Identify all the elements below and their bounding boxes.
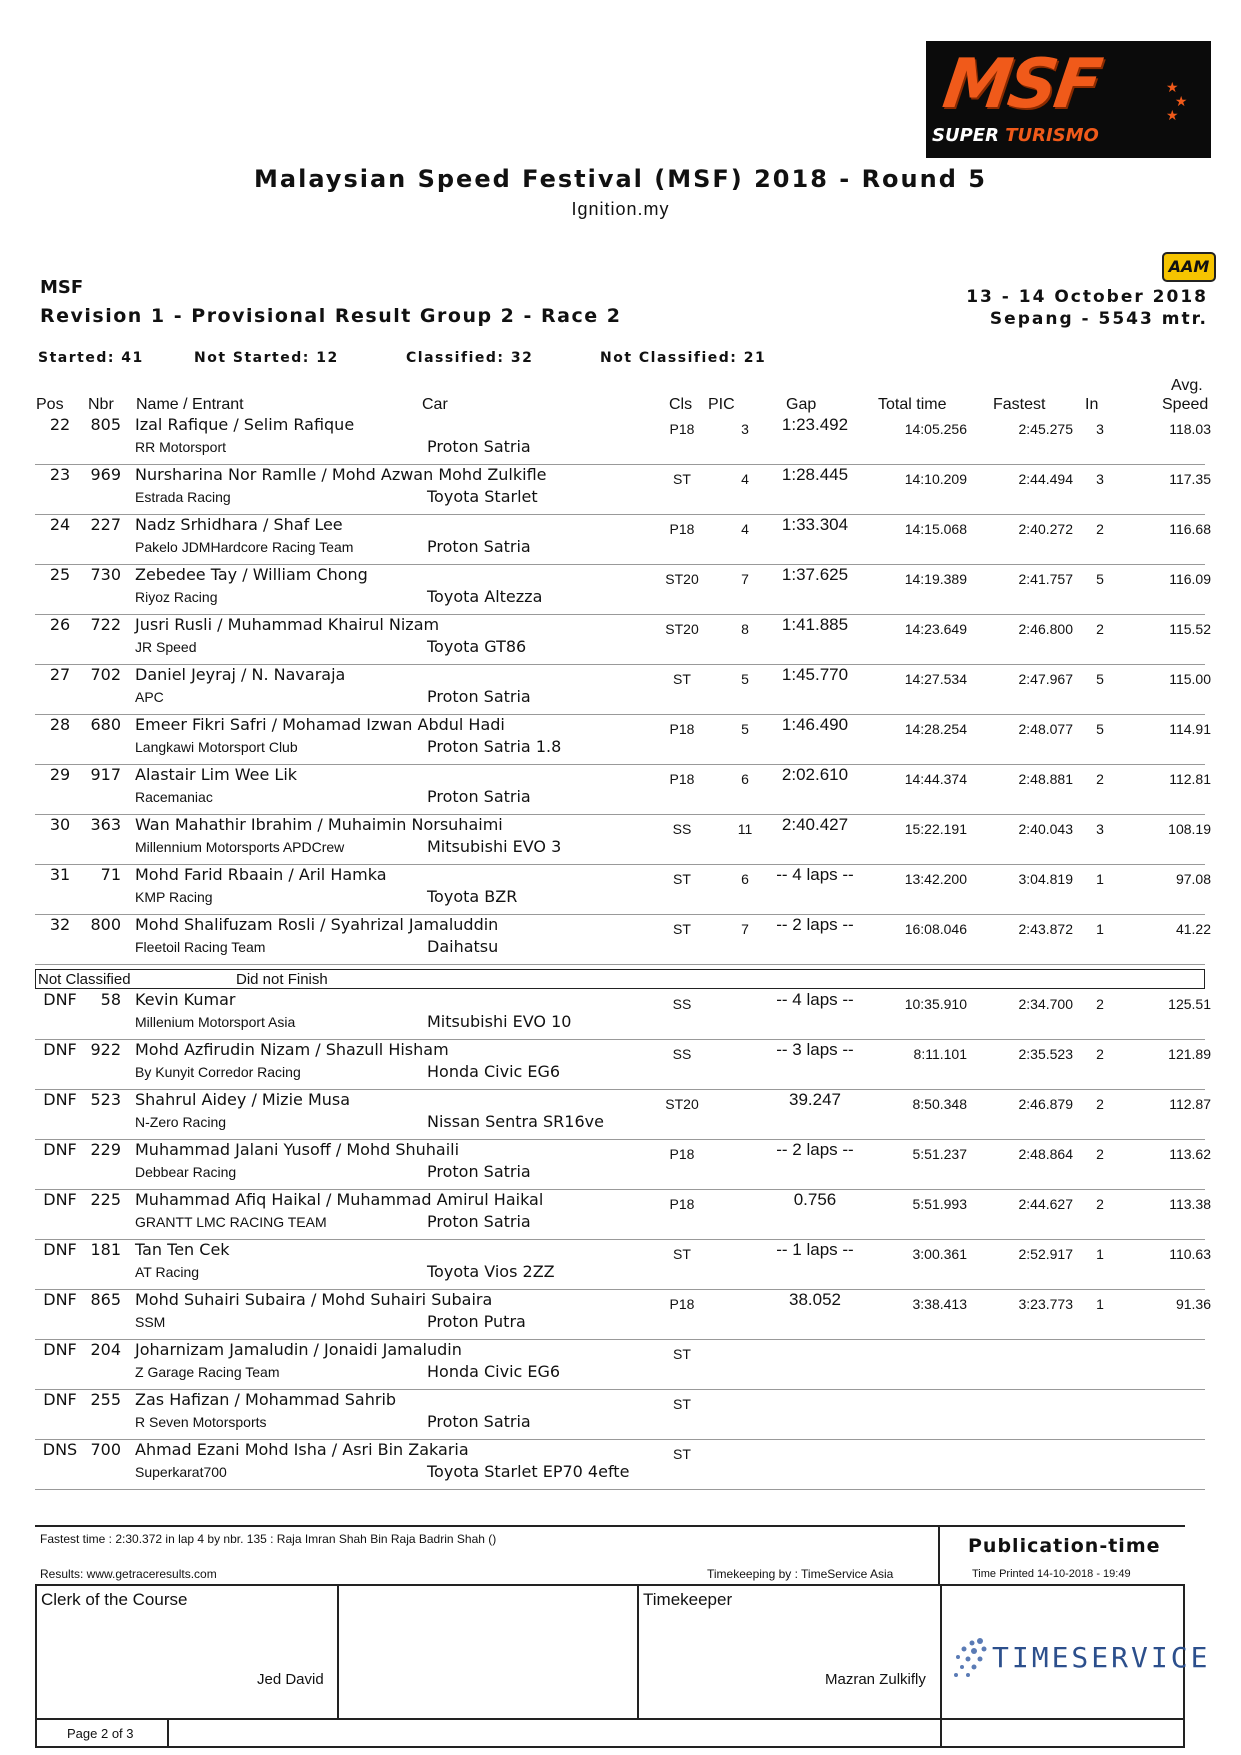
cell-in: 3 [1096,821,1104,837]
cell-pic: 7 [741,921,749,937]
event-title: Malaysian Speed Festival (MSF) 2018 - Round 5 [254,165,987,193]
cell-in: 2 [1096,621,1104,637]
cell-in: 1 [1096,921,1104,937]
table-row [35,1239,1211,1290]
results-url: Results: www.getraceresults.com [40,1567,217,1581]
cell-total: 8:11.101 [913,1046,967,1062]
cell-car: Mitsubishi EVO 10 [427,1012,572,1031]
cell-cls: P18 [669,521,695,537]
header-fastest: Fastest [993,396,1046,413]
cell-gap: 1:46.490 [781,715,849,734]
revision-title: Revision 1 - Provisional Result Group 2 - Race 2 [40,305,622,327]
cell-pos: DNF [43,1390,77,1409]
cell-gap: 1:45.770 [781,665,849,684]
cell-car: Toyota Starlet [427,487,538,506]
table-row [35,1289,1211,1340]
cell-speed: 41.22 [1175,921,1211,937]
cell-car: Honda Civic EG6 [427,1062,561,1081]
cell-entrant: Millennium Motorsports APDCrew [135,839,345,855]
cell-name: Zebedee Tay / William Chong [135,565,368,584]
cell-car: Proton Satria [427,1162,531,1181]
cell-entrant: Fleetoil Racing Team [135,939,266,955]
cell-car: Toyota Starlet EP70 4efte [427,1462,630,1481]
cell-speed: 114.91 [1169,721,1211,737]
cell-car: Proton Satria [427,1212,531,1231]
cell-name: Wan Mahathir Ibrahim / Muhaimin Norsuhaimi [135,815,503,834]
cell-in: 2 [1096,1196,1104,1212]
header-nbr: Nbr [88,396,114,413]
cell-fastest: 2:46.800 [1018,621,1073,637]
table-row [35,464,1211,515]
cell-pos: DNF [43,1240,77,1259]
cell-cls: ST [673,671,691,687]
clerk-label: Clerk of the Course [41,1590,188,1609]
cell-name: Joharnizam Jamaludin / Jonaidi Jamaludin [135,1340,462,1359]
cell-entrant: Debbear Racing [135,1164,237,1180]
cell-fastest: 2:48.864 [1018,1146,1073,1162]
cell-car: Proton Satria [427,537,531,556]
cell-car: Proton Satria [427,437,531,456]
cell-cls: SS [672,821,692,837]
cell-entrant: APC [135,689,164,705]
table-row [35,1339,1205,1390]
cell-pos: DNF [43,1040,77,1059]
cell-pos: DNF [43,1090,77,1109]
cell-car: Proton Satria [427,687,531,706]
logo-main-text: MSF [938,45,1104,124]
timekeeping-by: Timekeeping by : TimeService Asia [707,1567,894,1581]
cell-pos: 32 [49,915,71,934]
table-row [35,1139,1211,1190]
cell-total: 5:51.237 [912,1146,967,1162]
cell-fastest: 3:23.773 [1018,1296,1073,1312]
cell-nbr: 255 [90,1390,121,1409]
header-gap: Gap [786,396,817,413]
cell-cls: P18 [669,1196,695,1212]
cell-name: Izal Rafique / Selim Rafique [135,415,355,434]
cell-speed: 115.00 [1169,671,1211,687]
cell-nbr: 523 [90,1090,121,1109]
header-speed: Speed [1162,396,1209,413]
cell-nbr: 227 [90,515,121,534]
cell-pic: 6 [741,771,749,787]
cell-cls: P18 [669,1146,695,1162]
cell-fastest: 2:47.967 [1018,671,1073,687]
cell-name: Shahrul Aidey / Mizie Musa [135,1090,351,1109]
cell-pic: 6 [741,871,749,887]
cell-pos: DNS [42,1440,78,1459]
cell-entrant: Z Garage Racing Team [135,1364,280,1380]
cell-nbr: 700 [90,1440,121,1459]
cell-total: 14:23.649 [904,621,967,637]
cell-cls: ST [673,871,691,887]
cell-gap: 1:33.304 [781,515,849,534]
cell-fastest: 2:45.275 [1018,421,1073,437]
cell-in: 5 [1096,721,1104,737]
cell-pos: DNF [43,990,77,1009]
cell-nbr: 722 [90,615,121,634]
timeservice-logo-text: TIMESERVICE [992,1641,1211,1674]
table-row [35,764,1211,815]
cell-pic: 5 [741,721,749,737]
cell-total: 14:10.209 [904,471,967,487]
cell-fastest: 3:04.819 [1018,871,1073,887]
cell-pic: 5 [741,671,749,687]
cell-total: 14:44.374 [904,771,967,787]
cell-in: 2 [1096,1046,1104,1062]
page-divider [167,1720,169,1746]
cell-total: 14:27.534 [904,671,967,687]
cell-nbr: 800 [90,915,121,934]
header-avg: Avg. [1171,377,1203,394]
cell-cls: ST [673,471,691,487]
cell-speed: 113.62 [1169,1146,1211,1162]
clerk-name: Jed David [257,1671,324,1688]
cell-gap: -- 1 laps -- [776,1240,854,1259]
cell-in: 2 [1096,996,1104,1012]
cell-entrant: N-Zero Racing [135,1114,227,1130]
header-pos: Pos [36,396,64,413]
cell-gap: 2:40.427 [781,815,849,834]
cell-entrant: Superkarat700 [135,1464,227,1480]
cell-gap: 1:23.492 [781,415,849,434]
cell-car: Proton Satria 1.8 [427,737,562,756]
cell-nbr: 58 [100,990,121,1009]
cell-cls: ST [673,1396,691,1412]
stat-classified: Classified: 32 [406,350,534,366]
table-row [35,1189,1211,1240]
cell-cls: ST [673,921,691,937]
cell-cls: P18 [669,771,695,787]
organizer: MSF [40,277,84,298]
cell-name: Nursharina Nor Ramlle / Mohd Azwan Mohd Zulkifle [135,465,547,484]
cell-name: Tan Ten Cek [135,1240,230,1259]
timekeeper-name: Mazran Zulkifly [825,1671,926,1688]
table-row [35,914,1211,965]
cell-name: Kevin Kumar [135,990,236,1009]
cell-car: Nissan Sentra SR16ve [427,1112,604,1131]
cell-entrant: JR Speed [135,639,197,655]
cell-total: 14:05.256 [904,421,967,437]
cell-entrant: SSM [135,1314,166,1330]
cell-gap: 38.052 [789,1290,841,1309]
cell-fastest: 2:43.872 [1018,921,1073,937]
cell-speed: 121.89 [1168,1046,1211,1062]
cell-pos: DNF [43,1190,77,1209]
table-row [35,714,1211,765]
cell-total: 8:50.348 [912,1096,967,1112]
cell-pos: DNF [43,1140,77,1159]
page-footer-box [35,1720,1185,1748]
header-name: Name / Entrant [136,396,244,413]
cell-in: 2 [1096,1146,1104,1162]
star-icons: ★ ★ ★ [1166,80,1188,124]
cell-nbr: 865 [90,1290,121,1309]
cell-nbr: 917 [90,765,121,784]
header-pic: PIC [708,396,735,413]
cell-speed: 113.38 [1169,1196,1211,1212]
table-row [35,414,1211,465]
cell-name: Mohd Suhairi Subaira / Mohd Suhairi Subaira [135,1290,493,1309]
header-in: In [1085,396,1099,413]
cell-name: Emeer Fikri Safri / Mohamad Izwan Abdul Hadi [135,715,505,734]
cell-gap: 39.247 [789,1090,841,1109]
cell-name: Muhammad Jalani Yusoff / Mohd Shuhaili [135,1140,460,1159]
cell-speed: 116.09 [1169,571,1211,587]
page-divider-right [940,1720,942,1746]
cell-total: 15:22.191 [904,821,967,837]
cell-entrant: KMP Racing [135,889,213,905]
cell-entrant: Millenium Motorsport Asia [135,1014,296,1030]
cell-nbr: 969 [90,465,121,484]
table-row [35,1039,1211,1090]
cell-pic: 11 [737,821,753,837]
cell-gap: 1:28.445 [781,465,849,484]
cell-gap: -- 3 laps -- [776,1040,854,1059]
cell-total: 14:15.068 [904,521,967,537]
cell-entrant: Riyoz Racing [135,589,218,605]
cell-car: Honda Civic EG6 [427,1362,561,1381]
cell-car: Proton Putra [427,1312,526,1331]
cell-nbr: 805 [90,415,121,434]
cell-car: Toyota GT86 [427,637,527,656]
header-cls: Cls [669,396,693,413]
footer-divider [35,1525,1185,1527]
cell-pos: 31 [49,865,71,884]
cell-fastest: 2:40.272 [1018,521,1073,537]
cell-entrant: Pakelo JDMHardcore Racing Team [135,539,354,555]
cell-gap: 1:37.625 [781,565,849,584]
sig-divider-2 [637,1586,639,1718]
cell-speed: 116.68 [1169,521,1211,537]
cell-fastest: 2:44.627 [1018,1196,1073,1212]
cell-pic: 4 [741,471,749,487]
dnf-label: Did not Finish [236,971,328,988]
cell-entrant: RR Motorsport [135,439,227,455]
cell-entrant: GRANTT LMC RACING TEAM [135,1214,327,1230]
cell-speed: 112.87 [1169,1096,1211,1112]
cell-in: 3 [1096,471,1104,487]
cell-entrant: Estrada Racing [135,489,231,505]
table-row [35,814,1211,865]
stat-not-classified: Not Classified: 21 [600,350,767,366]
logo-sub-text: SUPER TURISMO [932,125,1099,146]
cell-entrant: Racemaniac [135,789,213,805]
table-row [35,664,1211,715]
cell-speed: 110.63 [1169,1246,1211,1262]
cell-nbr: 181 [90,1240,121,1259]
cell-in: 2 [1096,521,1104,537]
header-total: Total time [878,396,947,413]
cell-speed: 91.36 [1175,1296,1211,1312]
cell-speed: 125.51 [1168,996,1211,1012]
cell-name: Mohd Shalifuzam Rosli / Syahrizal Jamaluddin [135,915,499,934]
cell-in: 1 [1096,871,1104,887]
not-classified-bar [35,969,1205,989]
cell-pos: DNF [43,1290,77,1309]
cell-total: 14:19.389 [904,571,967,587]
cell-name: Alastair Lim Wee Lik [135,765,298,784]
timeservice-logo [950,1635,1211,1685]
cell-nbr: 922 [90,1040,121,1059]
cell-name: Ahmad Ezani Mohd Isha / Asri Bin Zakaria [135,1440,469,1459]
aam-sponsor-badge: AAM [1162,252,1216,282]
cell-car: Toyota Altezza [427,587,543,606]
cell-car: Proton Satria [427,787,531,806]
cell-nbr: 229 [90,1140,121,1159]
table-row [35,1389,1205,1440]
cell-in: 2 [1096,771,1104,787]
cell-fastest: 2:40.043 [1018,821,1073,837]
cell-cls: ST20 [665,1096,699,1112]
cell-car: Toyota Vios 2ZZ [427,1262,555,1281]
cell-in: 1 [1096,1246,1104,1262]
cell-fastest: 2:52.917 [1018,1246,1073,1262]
cell-nbr: 71 [100,865,121,884]
cell-cls: P18 [669,721,695,737]
cell-car: Mitsubishi EVO 3 [427,837,562,856]
publication-time-label: Publication-time [968,1535,1161,1557]
cell-gap: -- 2 laps -- [776,915,854,934]
cell-entrant: By Kunyit Corredor Racing [135,1064,301,1080]
cell-fastest: 2:41.757 [1018,571,1073,587]
stat-started: Started: 41 [38,350,144,366]
cell-nbr: 680 [90,715,121,734]
cell-gap: 0.756 [793,1190,837,1209]
cell-pos: 22 [49,415,71,434]
cell-entrant: R Seven Motorsports [135,1414,267,1430]
cell-speed: 97.08 [1175,871,1211,887]
cell-fastest: 2:44.494 [1018,471,1073,487]
cell-gap: -- 4 laps -- [776,865,854,884]
cell-nbr: 204 [90,1340,121,1359]
cell-cls: SS [672,996,692,1012]
msf-super-turismo-logo [926,41,1211,158]
cell-name: Zas Hafizan / Mohammad Sahrib [135,1390,397,1409]
cell-cls: ST [673,1346,691,1362]
cell-car: Proton Satria [427,1412,531,1431]
cell-name: Mohd Farid Rbaain / Aril Hamka [135,865,387,884]
table-row [35,514,1211,565]
timeservice-dots-icon [950,1635,990,1679]
event-subtitle: Ignition.my [571,199,670,219]
cell-fastest: 2:46.879 [1018,1096,1073,1112]
cell-speed: 118.03 [1169,421,1211,437]
not-classified-label: Not Classified [38,971,131,988]
cell-gap: 1:41.885 [781,615,849,634]
cell-cls: SS [672,1046,692,1062]
cell-name: Nadz Srhidhara / Shaf Lee [135,515,343,534]
cell-total: 5:51.993 [912,1196,967,1212]
cell-entrant: Langkawi Motorsport Club [135,739,298,755]
cell-pic: 8 [741,621,749,637]
cell-fastest: 2:35.523 [1018,1046,1073,1062]
fastest-time-note: Fastest time : 2:30.372 in lap 4 by nbr. 135 : Raja Imran Shah Bin Raja Badrin Shah () [40,1532,497,1546]
cell-in: 2 [1096,1096,1104,1112]
table-row [35,989,1211,1040]
cell-name: Daniel Jeyraj / N. Navaraja [135,665,346,684]
cell-gap: 2:02.610 [781,765,849,784]
cell-pic: 4 [741,521,749,537]
cell-pos: 30 [49,815,71,834]
cell-in: 5 [1096,671,1104,687]
cell-nbr: 363 [90,815,121,834]
cell-pic: 7 [741,571,749,587]
cell-speed: 112.81 [1169,771,1211,787]
cell-name: Muhammad Afiq Haikal / Muhammad Amirul Haikal [135,1190,544,1209]
table-row [35,1439,1205,1490]
cell-car: Daihatsu [427,937,499,956]
cell-pos: 23 [49,465,71,484]
stat-not-started: Not Started: 12 [194,350,339,366]
cell-cls: ST20 [665,621,699,637]
publication-divider [938,1525,940,1585]
cell-fastest: 2:48.881 [1018,771,1073,787]
cell-total: 3:00.361 [912,1246,967,1262]
cell-pos: 24 [49,515,71,534]
page-number: Page 2 of 3 [67,1726,134,1741]
cell-name: Mohd Azfirudin Nizam / Shazull Hisham [135,1040,449,1059]
cell-total: 3:38.413 [912,1296,967,1312]
table-row [35,1089,1211,1140]
cell-total: 14:28.254 [904,721,967,737]
header-car: Car [422,396,448,413]
cell-in: 5 [1096,571,1104,587]
cell-pos: 25 [49,565,71,584]
sig-divider-3 [940,1586,942,1718]
cell-name: Jusri Rusli / Muhammad Khairul Nizam [135,615,440,634]
cell-cls: P18 [669,421,695,437]
cell-nbr: 730 [90,565,121,584]
sig-divider-1 [337,1586,339,1718]
table-row [35,614,1211,665]
cell-gap: -- 4 laps -- [776,990,854,1009]
cell-speed: 115.52 [1169,621,1211,637]
cell-gap: -- 2 laps -- [776,1140,854,1159]
cell-cls: P18 [669,1296,695,1312]
cell-in: 1 [1096,1296,1104,1312]
cell-nbr: 225 [90,1190,121,1209]
cell-pic: 3 [741,421,749,437]
timekeeper-label: Timekeeper [643,1590,733,1609]
cell-pos: DNF [43,1340,77,1359]
time-printed: Time Printed 14-10-2018 - 19:49 [972,1568,1131,1580]
cell-fastest: 2:48.077 [1018,721,1073,737]
cell-speed: 117.35 [1169,471,1211,487]
cell-pos: 26 [49,615,71,634]
cell-in: 3 [1096,421,1104,437]
cell-total: 13:42.200 [904,871,967,887]
cell-cls: ST [673,1246,691,1262]
cell-total: 10:35.910 [904,996,967,1012]
cell-fastest: 2:34.700 [1018,996,1073,1012]
table-row [35,864,1211,915]
cell-cls: ST20 [665,571,699,587]
cell-pos: 29 [49,765,71,784]
cell-pos: 27 [49,665,71,684]
cell-pos: 28 [49,715,71,734]
cell-cls: ST [673,1446,691,1462]
event-venue: Sepang - 5543 mtr. [989,309,1208,329]
table-row [35,564,1211,615]
event-date: 13 - 14 October 2018 [966,287,1208,307]
cell-total: 16:08.046 [904,921,967,937]
cell-entrant: AT Racing [135,1264,200,1280]
cell-car: Toyota BZR [427,887,518,906]
cell-speed: 108.19 [1168,821,1211,837]
cell-nbr: 702 [90,665,121,684]
